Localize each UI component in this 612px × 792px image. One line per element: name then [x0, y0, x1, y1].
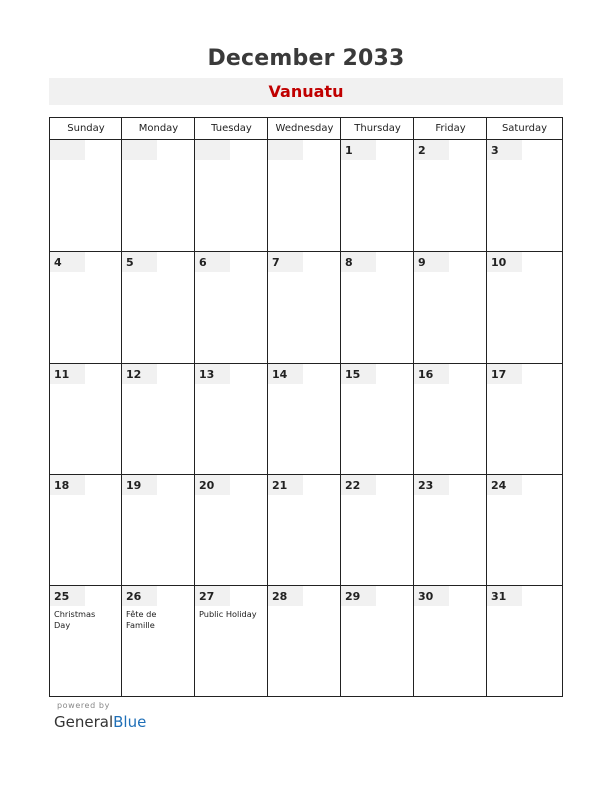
- day-cell-13[interactable]: [195, 364, 267, 474]
- country-name: Vanuatu: [268, 82, 344, 101]
- day-cell-3[interactable]: [487, 140, 561, 251]
- day-cell-24[interactable]: [487, 475, 561, 585]
- day-cell-1[interactable]: [341, 140, 413, 251]
- day-number: 12: [122, 364, 157, 384]
- weekday-wednesday: Wednesday: [275, 123, 334, 134]
- day-cell-empty[interactable]: [122, 140, 194, 251]
- weekday-sunday: Sunday: [67, 123, 105, 134]
- day-cell-28[interactable]: [268, 586, 340, 695]
- holiday-label: Public Holiday: [199, 609, 257, 619]
- day-number: [50, 140, 85, 160]
- day-number: 22: [341, 475, 376, 495]
- day-number: 3: [487, 140, 522, 160]
- day-number: 6: [195, 252, 230, 272]
- day-number: 19: [122, 475, 157, 495]
- weekday-tuesday: Tuesday: [211, 123, 252, 134]
- day-cell-7[interactable]: [268, 252, 340, 363]
- day-number: 24: [487, 475, 522, 495]
- day-number: 29: [341, 586, 376, 606]
- day-number: 17: [487, 364, 522, 384]
- day-number: 2: [414, 140, 449, 160]
- day-number: 4: [50, 252, 85, 272]
- day-number: 18: [50, 475, 85, 495]
- weekday-thursday: Thursday: [354, 123, 401, 134]
- day-number: 14: [268, 364, 303, 384]
- day-cell-2[interactable]: [414, 140, 486, 251]
- day-cell-empty[interactable]: [268, 140, 340, 251]
- day-number: [268, 140, 303, 160]
- day-cell-23[interactable]: [414, 475, 486, 585]
- day-cell-22[interactable]: [341, 475, 413, 585]
- day-number: 13: [195, 364, 230, 384]
- day-cell-14[interactable]: [268, 364, 340, 474]
- brand-logo[interactable]: [54, 713, 146, 731]
- day-number: 1: [341, 140, 376, 160]
- day-cell-18[interactable]: [50, 475, 121, 585]
- day-number: 8: [341, 252, 376, 272]
- powered-by-text: powered by: [57, 701, 110, 710]
- day-cell-9[interactable]: [414, 252, 486, 363]
- day-number: 16: [414, 364, 449, 384]
- day-number: 28: [268, 586, 303, 606]
- day-number: 30: [414, 586, 449, 606]
- country-banner: [49, 78, 563, 105]
- day-cell-11[interactable]: [50, 364, 121, 474]
- weekday-saturday: Saturday: [501, 123, 548, 134]
- day-cell-6[interactable]: [195, 252, 267, 363]
- day-cell-8[interactable]: [341, 252, 413, 363]
- calendar-grid: [49, 117, 563, 697]
- weekday-monday: Monday: [138, 123, 179, 134]
- day-cell-21[interactable]: [268, 475, 340, 585]
- day-cell-20[interactable]: [195, 475, 267, 585]
- day-number: 20: [195, 475, 230, 495]
- day-cell-25[interactable]: [50, 586, 121, 695]
- day-number: 10: [487, 252, 522, 272]
- day-number: 11: [50, 364, 85, 384]
- brand-blue-text: Blue: [113, 713, 147, 731]
- day-number: [195, 140, 230, 160]
- day-cell-empty[interactable]: [50, 140, 121, 251]
- day-cell-12[interactable]: [122, 364, 194, 474]
- day-number: 9: [414, 252, 449, 272]
- calendar-title: December 2033: [207, 46, 405, 71]
- day-cell-19[interactable]: [122, 475, 194, 585]
- day-cell-4[interactable]: [50, 252, 121, 363]
- day-number: 21: [268, 475, 303, 495]
- holiday-label: Fête de Famille: [126, 609, 157, 630]
- day-cell-27[interactable]: [195, 586, 267, 695]
- day-cell-16[interactable]: [414, 364, 486, 474]
- day-cell-17[interactable]: [487, 364, 561, 474]
- day-cell-5[interactable]: [122, 252, 194, 363]
- day-number: 25: [50, 586, 85, 606]
- day-number: 5: [122, 252, 157, 272]
- day-number: 23: [414, 475, 449, 495]
- day-cell-empty[interactable]: [195, 140, 267, 251]
- day-cell-10[interactable]: [487, 252, 561, 363]
- day-number: 15: [341, 364, 376, 384]
- day-cell-29[interactable]: [341, 586, 413, 695]
- day-cell-30[interactable]: [414, 586, 486, 695]
- weekday-friday: Friday: [435, 123, 466, 134]
- day-cell-15[interactable]: [341, 364, 413, 474]
- day-number: 27: [195, 586, 230, 606]
- day-cell-26[interactable]: [122, 586, 194, 695]
- day-number: 26: [122, 586, 157, 606]
- brand-general-text: General: [54, 713, 114, 731]
- holiday-label: Christmas Day: [54, 609, 96, 630]
- day-number: [122, 140, 157, 160]
- day-number: 7: [268, 252, 303, 272]
- day-cell-31[interactable]: [487, 586, 561, 695]
- day-number: 31: [487, 586, 522, 606]
